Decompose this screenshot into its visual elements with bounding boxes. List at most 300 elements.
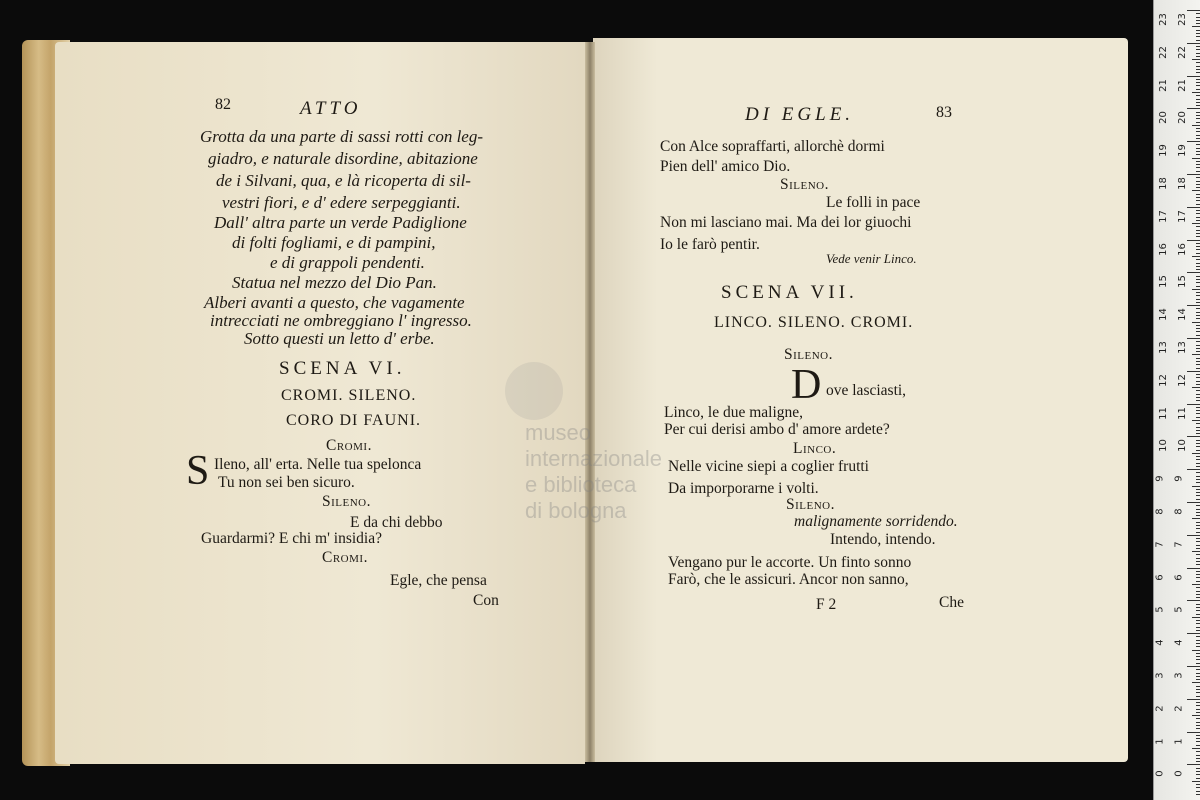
ruler-tick	[1196, 315, 1200, 316]
ruler-tick	[1196, 72, 1200, 73]
ruler-tick	[1196, 69, 1200, 70]
book-gutter	[585, 42, 595, 762]
ruler-tick	[1196, 709, 1200, 710]
ruler-tick	[1192, 125, 1200, 126]
ruler-tick	[1196, 66, 1200, 67]
ruler-number: 6	[1154, 573, 1166, 581]
ruler-tick	[1196, 532, 1200, 533]
catchword-right: Che	[939, 594, 964, 611]
ruler-tick	[1196, 574, 1200, 575]
ruler-tick	[1187, 666, 1200, 667]
ruler-tick	[1196, 712, 1200, 713]
ruler-tick	[1196, 40, 1200, 41]
description-line: di folti fogliami, e di pampini,	[232, 233, 436, 252]
ruler-tick	[1196, 85, 1200, 86]
ruler-tick	[1196, 702, 1200, 703]
ruler-tick	[1196, 604, 1200, 605]
ruler-tick	[1196, 463, 1200, 464]
ruler-tick	[1196, 23, 1200, 24]
ruler-tick	[1187, 699, 1200, 700]
ruler-number: 4	[1173, 639, 1185, 646]
ruler-tick	[1196, 62, 1200, 63]
ruler-tick	[1196, 479, 1200, 480]
ruler-tick	[1196, 577, 1200, 578]
ruler-number: 21	[1157, 78, 1169, 92]
ruler-number: 19	[1176, 144, 1188, 158]
ruler-tick	[1196, 653, 1200, 654]
ruler-tick	[1196, 423, 1200, 424]
ruler-tick	[1192, 59, 1200, 60]
ruler-tick	[1192, 256, 1200, 257]
ruler-tick	[1196, 515, 1200, 516]
ruler-tick	[1196, 233, 1200, 234]
ruler-tick	[1196, 187, 1200, 188]
ruler-tick	[1196, 787, 1200, 788]
ruler-tick	[1196, 459, 1200, 460]
ruler-tick	[1192, 420, 1200, 421]
watermark-line: di bologna	[525, 498, 627, 523]
ruler-tick	[1196, 722, 1200, 723]
ruler-tick	[1187, 10, 1200, 11]
ruler-number: 5	[1154, 606, 1166, 614]
ruler-tick	[1196, 771, 1200, 772]
ruler-tick	[1196, 292, 1200, 293]
ruler-tick	[1196, 217, 1200, 218]
verse-line: Egle, che pensa	[390, 572, 487, 589]
verse-line: Farò, che le assicuri. Ancor non sanno,	[668, 571, 909, 588]
ruler-tick	[1196, 328, 1200, 329]
ruler-tick	[1196, 249, 1200, 250]
ruler-tick	[1196, 381, 1200, 382]
ruler-tick	[1196, 377, 1200, 378]
ruler-tick	[1196, 489, 1200, 490]
ruler-tick	[1196, 620, 1200, 621]
ruler-tick	[1196, 741, 1200, 742]
ruler-tick	[1196, 361, 1200, 362]
ruler-tick	[1187, 568, 1200, 569]
ruler-tick	[1196, 148, 1200, 149]
ruler-tick	[1196, 623, 1200, 624]
ruler-tick	[1196, 673, 1200, 674]
ruler-tick	[1192, 486, 1200, 487]
ruler-tick	[1196, 509, 1200, 510]
ruler-tick	[1196, 325, 1200, 326]
ruler-number: 1	[1154, 737, 1166, 745]
ruler-tick	[1196, 692, 1200, 693]
ruler-tick	[1196, 259, 1200, 260]
ruler-tick	[1196, 640, 1200, 641]
ruler-number: 8	[1173, 508, 1185, 515]
ruler-tick	[1196, 20, 1200, 21]
ruler-tick	[1196, 164, 1200, 165]
drop-cap-d: D	[791, 362, 822, 408]
ruler-tick	[1196, 99, 1200, 100]
ruler-tick	[1196, 669, 1200, 670]
ruler-tick	[1196, 548, 1200, 549]
ruler-tick	[1187, 469, 1200, 470]
watermark-logo-icon	[505, 362, 563, 420]
ruler-tick	[1196, 302, 1200, 303]
ruler-tick	[1187, 240, 1200, 241]
ruler-number: 11	[1176, 406, 1188, 420]
speaker-label: Linco.	[793, 440, 837, 457]
ruler-tick	[1196, 358, 1200, 359]
scene-characters: CROMI. SILENO.	[281, 387, 417, 404]
running-head-right: DI EGLE.	[745, 104, 855, 125]
measuring-ruler	[1153, 0, 1200, 800]
ruler-tick	[1196, 269, 1200, 270]
ruler-tick	[1196, 761, 1200, 762]
ruler-tick	[1196, 171, 1200, 172]
ruler-tick	[1196, 646, 1200, 647]
ruler-tick	[1196, 440, 1200, 441]
ruler-tick	[1196, 263, 1200, 264]
ruler-tick	[1196, 482, 1200, 483]
ruler-number: 7	[1173, 541, 1185, 548]
ruler-tick	[1196, 351, 1200, 352]
ruler-number: 3	[1154, 672, 1166, 679]
ruler-tick	[1187, 272, 1200, 273]
ruler-tick	[1196, 525, 1200, 526]
ruler-tick	[1196, 204, 1200, 205]
ruler-tick	[1196, 433, 1200, 434]
verse-line: Le folli in pace	[826, 194, 921, 211]
ruler-tick	[1196, 538, 1200, 539]
ruler-tick	[1196, 587, 1200, 588]
ruler-number: 20	[1157, 111, 1169, 125]
ruler-tick	[1196, 528, 1200, 529]
ruler-number: 10	[1176, 439, 1188, 453]
ruler-tick	[1187, 404, 1200, 405]
verse-line: Vengano pur le accorte. Un finto sonno	[668, 554, 912, 571]
speaker-label: Sileno.	[780, 176, 829, 193]
ruler-tick	[1187, 600, 1200, 601]
ruler-number: 6	[1173, 573, 1185, 581]
ruler-tick	[1196, 755, 1200, 756]
ruler-tick	[1196, 181, 1200, 182]
ruler-tick	[1187, 436, 1200, 437]
open-book	[10, 18, 1140, 774]
ruler-tick	[1196, 614, 1200, 615]
ruler-tick	[1196, 591, 1200, 592]
ruler-tick	[1196, 627, 1200, 628]
ruler-number: 15	[1157, 275, 1169, 289]
ruler-number: 20	[1176, 111, 1188, 125]
ruler-tick	[1196, 374, 1200, 375]
ruler-tick	[1192, 92, 1200, 93]
ruler-tick	[1196, 427, 1200, 428]
ruler-number: 16	[1157, 242, 1169, 256]
ruler-number: 3	[1173, 672, 1185, 679]
ruler-tick	[1196, 758, 1200, 759]
ruler-tick	[1196, 144, 1200, 145]
ruler-tick	[1196, 663, 1200, 664]
ruler-tick	[1196, 495, 1200, 496]
stage-direction: Vede venir Linco.	[826, 251, 917, 266]
ruler-number: 12	[1157, 373, 1169, 387]
ruler-tick	[1192, 26, 1200, 27]
ruler-tick	[1196, 541, 1200, 542]
description-line: de i Silvani, qua, e là ricoperta di sil-	[216, 171, 471, 190]
ruler-tick	[1196, 312, 1200, 313]
ruler-tick	[1196, 686, 1200, 687]
verse-line: Tu non sei ben sicuro.	[218, 474, 355, 491]
ruler-tick	[1192, 617, 1200, 618]
ruler-tick	[1192, 158, 1200, 159]
speaker-label: Sileno.	[786, 496, 835, 513]
ruler-tick	[1196, 394, 1200, 395]
description-line: e di grappoli pendenti.	[270, 253, 425, 272]
ruler-tick	[1187, 633, 1200, 634]
description-line: Alberi avanti a questo, che vagamente	[204, 293, 465, 312]
ruler-tick	[1196, 266, 1200, 267]
speaker-label: Sileno.	[322, 493, 371, 510]
ruler-tick	[1192, 584, 1200, 585]
ruler-tick	[1196, 472, 1200, 473]
ruler-tick	[1196, 676, 1200, 677]
ruler-tick	[1187, 76, 1200, 77]
verse-line: Intendo, intendo.	[830, 531, 936, 548]
verse-line: E da chi debbo	[350, 514, 443, 531]
ruler-tick	[1196, 243, 1200, 244]
ruler-tick	[1196, 718, 1200, 719]
ruler-tick	[1196, 276, 1200, 277]
scene-title-vi: SCENA VI.	[279, 358, 406, 379]
running-head-left: ATTO	[300, 98, 362, 119]
speaker-label: Cromi.	[322, 549, 368, 566]
ruler-number: 15	[1176, 275, 1188, 289]
ruler-tick	[1196, 95, 1200, 96]
ruler-tick	[1196, 728, 1200, 729]
ruler-tick	[1187, 764, 1200, 765]
ruler-tick	[1196, 102, 1200, 103]
watermark-line: museo internazionale	[525, 420, 662, 471]
ruler-tick	[1196, 630, 1200, 631]
ruler-number: 17	[1157, 209, 1169, 223]
ruler-tick	[1196, 400, 1200, 401]
verse-line: Con Alce sopraffarti, allorchè dormi	[660, 138, 885, 155]
ruler-tick	[1196, 545, 1200, 546]
ruler-tick	[1196, 318, 1200, 319]
verse-line: Ileno, all' erta. Nelle tua spelonca	[214, 456, 422, 473]
ruler-tick	[1187, 108, 1200, 109]
ruler-tick	[1196, 112, 1200, 113]
ruler-tick	[1196, 456, 1200, 457]
ruler-tick	[1196, 246, 1200, 247]
ruler-tick	[1196, 594, 1200, 595]
ruler-tick	[1196, 282, 1200, 283]
ruler-number: 18	[1176, 177, 1188, 190]
ruler-tick	[1196, 105, 1200, 106]
ruler-tick	[1196, 656, 1200, 657]
page-number-right: 83	[936, 104, 952, 121]
description-line: Statua nel mezzo del Dio Pan.	[232, 273, 437, 292]
verse-line: Nelle vicine siepi a coglier frutti	[668, 458, 869, 475]
ruler-tick	[1192, 781, 1200, 782]
ruler-tick	[1192, 518, 1200, 519]
ruler-tick	[1187, 502, 1200, 503]
ruler-tick	[1196, 33, 1200, 34]
ruler-number: 13	[1157, 341, 1169, 354]
ruler-tick	[1196, 430, 1200, 431]
ruler-tick	[1192, 650, 1200, 651]
ruler-number: 9	[1154, 475, 1166, 482]
ruler-tick	[1196, 745, 1200, 746]
ruler-tick	[1196, 299, 1200, 300]
ruler-tick	[1196, 348, 1200, 349]
ruler-tick	[1192, 453, 1200, 454]
ruler-tick	[1196, 581, 1200, 582]
ruler-tick	[1196, 331, 1200, 332]
ruler-tick	[1187, 371, 1200, 372]
ruler-tick	[1196, 368, 1200, 369]
ruler-tick	[1196, 751, 1200, 752]
ruler-tick	[1196, 492, 1200, 493]
ruler-tick	[1192, 387, 1200, 388]
ruler-tick	[1196, 446, 1200, 447]
verse-line: Linco, le due maligne,	[664, 404, 804, 421]
ruler-tick	[1196, 135, 1200, 136]
verse-line: Non mi lasciano mai. Ma dei lor giuochi	[660, 214, 912, 231]
ruler-tick	[1196, 384, 1200, 385]
ruler-tick	[1196, 36, 1200, 37]
ruler-tick	[1187, 732, 1200, 733]
ruler-tick	[1196, 610, 1200, 611]
ruler-number: 16	[1176, 242, 1188, 256]
ruler-tick	[1196, 784, 1200, 785]
ruler-tick	[1196, 450, 1200, 451]
ruler-number: 12	[1176, 373, 1188, 387]
ruler-tick	[1196, 505, 1200, 506]
ruler-tick	[1196, 17, 1200, 18]
verse-line: Da imporporarne i volti.	[668, 480, 819, 497]
ruler-number: 4	[1154, 639, 1166, 646]
ruler-number: 2	[1173, 705, 1185, 712]
ruler-number: 22	[1176, 45, 1188, 59]
ruler-number: 23	[1176, 13, 1188, 26]
ruler-number: 10	[1157, 439, 1169, 453]
ruler-tick	[1196, 561, 1200, 562]
ruler-tick	[1196, 554, 1200, 555]
ruler-tick	[1196, 499, 1200, 500]
ruler-tick	[1196, 705, 1200, 706]
ruler-tick	[1196, 46, 1200, 47]
ruler-number: 21	[1176, 78, 1188, 92]
ruler-tick	[1196, 341, 1200, 342]
ruler-number: 18	[1157, 177, 1169, 190]
ruler-tick	[1196, 558, 1200, 559]
ruler-tick	[1196, 738, 1200, 739]
ruler-tick	[1196, 154, 1200, 155]
ruler-tick	[1196, 213, 1200, 214]
ruler-tick	[1196, 413, 1200, 414]
ruler-tick	[1196, 689, 1200, 690]
ruler-number: 1	[1173, 737, 1185, 745]
ruler-number: 8	[1154, 508, 1166, 515]
ruler-tick	[1196, 308, 1200, 309]
verse-line: ove lasciasti,	[826, 382, 907, 399]
ruler-number: 23	[1157, 13, 1169, 26]
ruler-tick	[1187, 338, 1200, 339]
ruler-number: 17	[1176, 209, 1188, 223]
ruler-tick	[1192, 190, 1200, 191]
scene-chorus: CORO DI FAUNI.	[286, 412, 422, 429]
ruler-tick	[1196, 122, 1200, 123]
ruler-tick	[1196, 128, 1200, 129]
ruler-number: 9	[1173, 475, 1185, 482]
signature-mark: F 2	[816, 596, 837, 613]
ruler-tick	[1196, 49, 1200, 50]
ruler-tick	[1196, 56, 1200, 57]
ruler-tick	[1187, 207, 1200, 208]
ruler-tick	[1196, 30, 1200, 31]
ruler-tick	[1196, 151, 1200, 152]
ruler-tick	[1196, 184, 1200, 185]
ruler-tick	[1196, 390, 1200, 391]
ruler-tick	[1196, 115, 1200, 116]
ruler-tick	[1196, 236, 1200, 237]
ruler-tick	[1196, 735, 1200, 736]
ruler-tick	[1192, 551, 1200, 552]
description-line: Grotta da una parte di sassi rotti con leg-	[200, 127, 484, 146]
description-line: vestri fiori, e d' edere serpeggianti.	[222, 193, 461, 212]
ruler-number: 22	[1157, 45, 1169, 59]
ruler-tick	[1196, 79, 1200, 80]
ruler-tick	[1192, 682, 1200, 683]
ruler-tick	[1196, 220, 1200, 221]
ruler-tick	[1196, 295, 1200, 296]
scene-characters: LINCO. SILENO. CROMI.	[714, 314, 914, 331]
ruler-tick	[1196, 253, 1200, 254]
ruler-tick	[1196, 636, 1200, 637]
ruler-tick	[1196, 230, 1200, 231]
ruler-tick	[1196, 53, 1200, 54]
verse-line: Io le farò pentir.	[660, 236, 760, 253]
ruler-number: 19	[1157, 144, 1169, 158]
ruler-tick	[1196, 364, 1200, 365]
ruler-tick	[1192, 289, 1200, 290]
ruler-tick	[1196, 443, 1200, 444]
ruler-tick	[1196, 118, 1200, 119]
ruler-tick	[1196, 512, 1200, 513]
description-line: Dall' altra parte un verde Padiglione	[214, 213, 467, 232]
drop-cap-s: S	[186, 448, 210, 494]
ruler-tick	[1196, 335, 1200, 336]
ruler-tick	[1196, 226, 1200, 227]
verse-line: Guardarmi? E chi m' insidia?	[201, 530, 382, 547]
ruler-tick	[1196, 279, 1200, 280]
watermark-line: e biblioteca	[525, 472, 637, 497]
ruler-tick	[1196, 13, 1200, 14]
ruler-tick	[1196, 476, 1200, 477]
ruler-tick	[1196, 177, 1200, 178]
ruler-tick	[1196, 407, 1200, 408]
ruler-number: 13	[1176, 341, 1188, 354]
ruler-tick	[1196, 571, 1200, 572]
ruler-tick	[1192, 354, 1200, 355]
ruler-tick	[1196, 725, 1200, 726]
ruler-tick	[1192, 715, 1200, 716]
ruler-tick	[1187, 535, 1200, 536]
ruler-tick	[1196, 774, 1200, 775]
ruler-tick	[1196, 161, 1200, 162]
ruler-tick	[1187, 43, 1200, 44]
ruler-tick	[1196, 466, 1200, 467]
ruler-tick	[1196, 210, 1200, 211]
ruler-tick	[1196, 138, 1200, 139]
page-number-left: 82	[215, 96, 231, 113]
ruler-number: 0	[1154, 770, 1166, 778]
